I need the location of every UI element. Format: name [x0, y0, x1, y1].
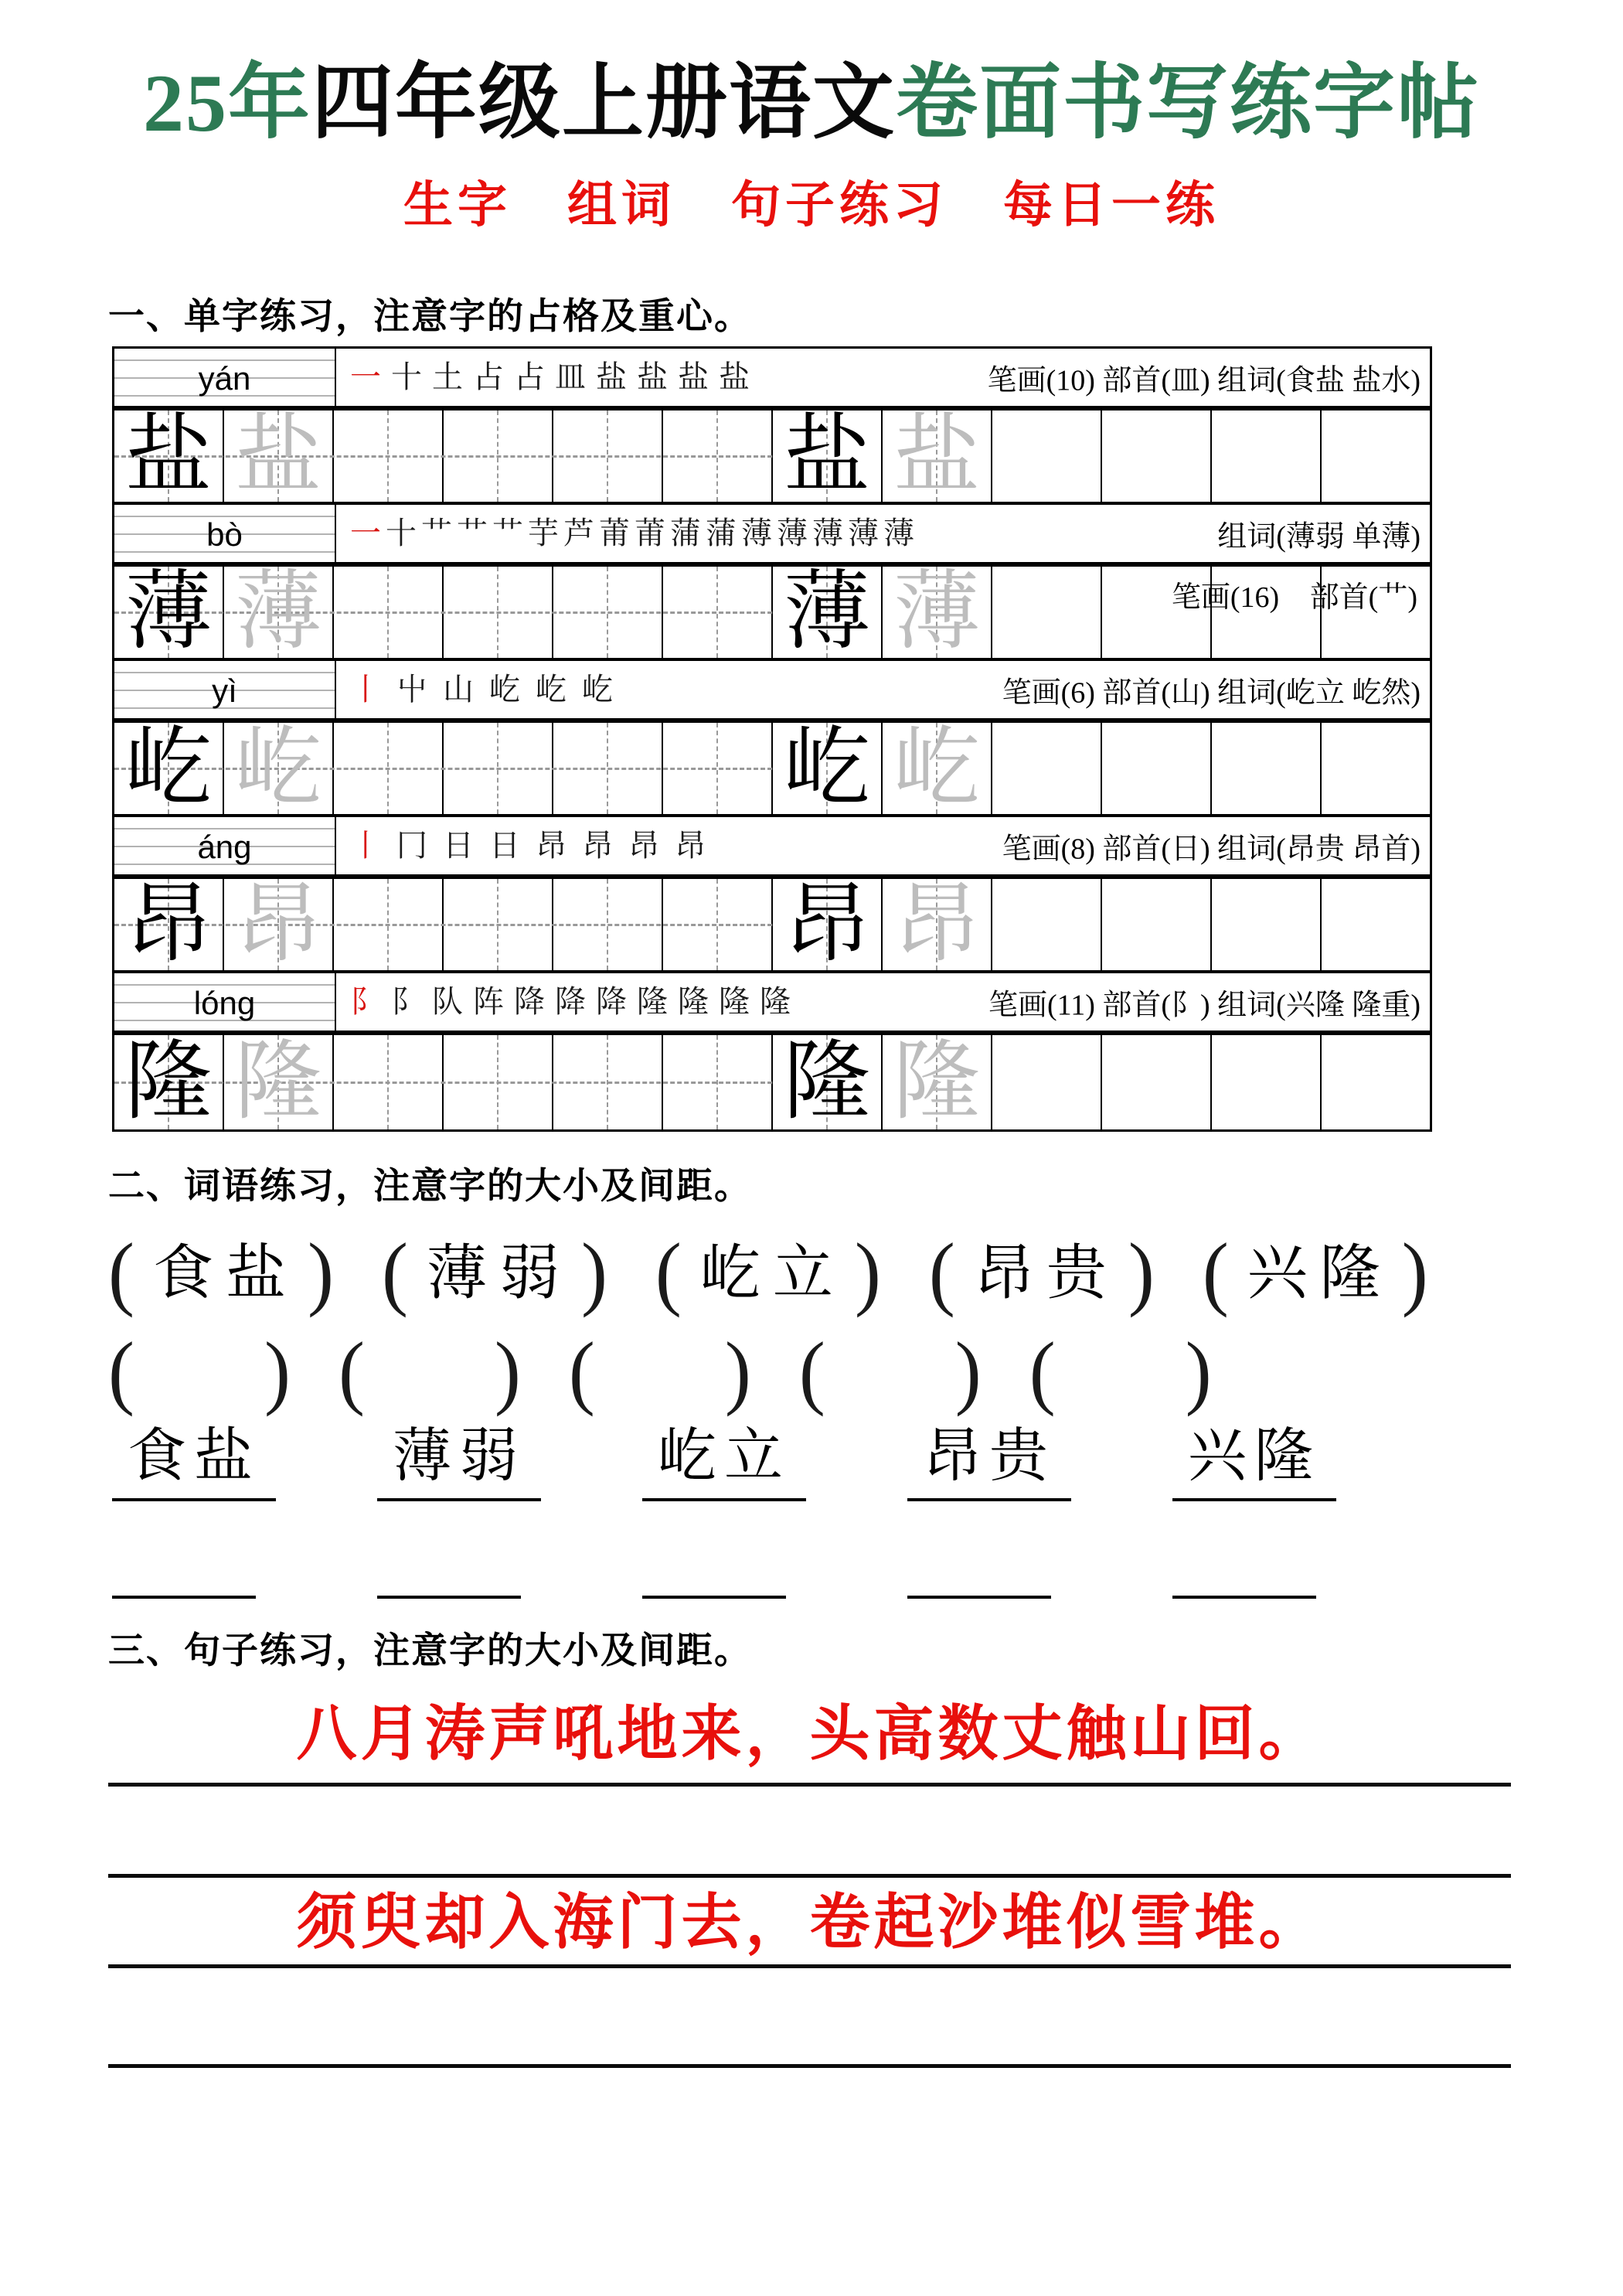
- practice-cell: [224, 1035, 334, 1129]
- stroke-step: 盐: [719, 359, 750, 394]
- practice-cell: [883, 1035, 992, 1129]
- close-paren: ): [724, 1326, 751, 1418]
- trace-char: 屹: [235, 720, 322, 816]
- stroke-step: 丨: [350, 672, 381, 707]
- empty-paren-group: [798, 1326, 982, 1418]
- model-char: 盐: [125, 408, 212, 504]
- stroke-step: 隆: [719, 984, 750, 1019]
- stroke-step: 盐: [637, 359, 668, 394]
- practice-cell: [773, 877, 883, 973]
- model-char: 屹: [125, 720, 212, 816]
- stroke-step: 皿: [555, 359, 586, 394]
- practice-line-empty-1: [108, 1874, 1511, 1878]
- stroke-step: 昂: [582, 828, 613, 863]
- stroke-step: 薄: [883, 516, 914, 550]
- stroke-step: 屮: [396, 672, 427, 707]
- stroke-step: 屹: [582, 672, 613, 707]
- empty-paren-group: [1029, 1326, 1212, 1418]
- practice-cell: [224, 877, 334, 973]
- practice-row: [114, 564, 1430, 661]
- pinyin-cell: [114, 973, 336, 1030]
- open-paren: (: [928, 1227, 955, 1319]
- word-text: 屹立: [699, 1239, 846, 1306]
- subtitle-token: 句子练习: [731, 178, 948, 233]
- practice-cell: [883, 410, 992, 502]
- trace-char: 盐: [235, 408, 322, 504]
- practice-row: [114, 410, 1430, 505]
- trace-char: 薄: [893, 564, 980, 660]
- model-char: 薄: [125, 564, 212, 660]
- sentence-2: 须臾却入海门去，卷起沙堆似雪堆。: [296, 1889, 1323, 1956]
- char-header-row: [114, 661, 1430, 723]
- word-paren-row-empty: [108, 1326, 1438, 1418]
- stroke-step: 芋: [528, 516, 559, 550]
- section-2-heading: 二、词语练习，注意字的大小及间距。: [108, 1165, 752, 1206]
- empty-underline-item: [377, 1594, 521, 1599]
- practice-cell: [992, 723, 1102, 814]
- open-paren: (: [108, 1227, 134, 1319]
- close-paren: ): [954, 1326, 982, 1418]
- practice-cell: [883, 877, 992, 973]
- practice-cell: [773, 564, 883, 660]
- stroke-step: 昂: [628, 828, 659, 863]
- model-char: 薄: [784, 564, 870, 660]
- model-char: 昂: [125, 877, 212, 973]
- stroke-step: 屹: [489, 672, 520, 707]
- stroke-step: 昂: [536, 828, 567, 863]
- stroke-step: 昂: [675, 828, 706, 863]
- stroke-step: 降: [555, 984, 586, 1019]
- stroke-step: 薄: [777, 516, 808, 550]
- pinyin-text: yì: [212, 673, 237, 709]
- word-paren-group: [108, 1227, 334, 1319]
- stroke-step: 日: [489, 828, 520, 863]
- char-practice-table: [112, 346, 1432, 1132]
- char-header-row: [114, 973, 1430, 1035]
- stroke-step: 隆: [637, 984, 668, 1019]
- practice-row: [114, 879, 1430, 973]
- center-guide-horizontal: [114, 1082, 772, 1084]
- center-guide-horizontal: [114, 611, 772, 614]
- open-paren: (: [1029, 1326, 1056, 1418]
- practice-cell: [1102, 410, 1212, 502]
- stroke-step: 降: [514, 984, 545, 1019]
- stroke-step: 丨: [350, 828, 381, 863]
- practice-cell: [1102, 723, 1212, 814]
- char-header-row: [114, 817, 1430, 879]
- subtitle-token: 生字: [403, 178, 512, 233]
- pinyin-cell: [114, 505, 336, 562]
- pinyin-text: bò: [206, 516, 243, 553]
- sentence-2-underline: [108, 1964, 1511, 1968]
- practice-cell: [1102, 879, 1212, 970]
- practice-cell: [114, 1035, 224, 1129]
- open-paren: (: [1202, 1227, 1229, 1319]
- open-paren: (: [568, 1326, 595, 1418]
- empty-paren-group: [338, 1326, 521, 1418]
- model-char: 昂: [784, 877, 870, 973]
- practice-cell: [114, 720, 224, 816]
- practice-cell: [1212, 723, 1322, 814]
- empty-underline-item: [1172, 1594, 1316, 1599]
- stroke-step: 一: [350, 359, 381, 394]
- model-char: 隆: [784, 1034, 870, 1130]
- stroke-step: 土: [432, 359, 463, 394]
- stroke-step: 冂: [396, 828, 427, 863]
- stroke-step: 屹: [536, 672, 567, 707]
- open-paren: (: [655, 1227, 682, 1319]
- char-header-row: [114, 349, 1430, 410]
- practice-cell: [1322, 879, 1430, 970]
- open-paren: (: [108, 1326, 134, 1418]
- sentence-1: 八月涛声吼地来，头高数丈触山回。: [296, 1700, 1323, 1767]
- model-char: 盐: [784, 408, 870, 504]
- stroke-step: 占: [514, 359, 545, 394]
- close-paren: ): [307, 1227, 334, 1319]
- practice-cell: [773, 410, 883, 502]
- word-underline-item: 食盐: [112, 1427, 276, 1501]
- trace-char: 昂: [235, 877, 322, 973]
- stroke-step: 薄: [812, 516, 843, 550]
- stroke-step: 隆: [678, 984, 709, 1019]
- stroke-step: 一: [350, 516, 381, 550]
- stroke-step: 莆: [599, 516, 630, 550]
- practice-cell: [114, 564, 224, 660]
- page-title: [0, 37, 1623, 155]
- word-paren-group: [381, 1227, 607, 1319]
- stroke-step: 薄: [741, 516, 772, 550]
- practice-cell: [992, 879, 1102, 970]
- stroke-step: 芦: [563, 516, 594, 550]
- empty-underline-item: [112, 1594, 256, 1599]
- word-underline-item: 屹立: [642, 1427, 806, 1501]
- stroke-step: 隆: [760, 984, 791, 1019]
- stroke-step: 占: [473, 359, 504, 394]
- word-paren-group: [1202, 1227, 1428, 1319]
- trace-char: 屹: [893, 720, 980, 816]
- pinyin-text: lóng: [193, 985, 256, 1021]
- close-paren: ): [580, 1227, 607, 1319]
- char-info-text: 笔画(10) 部首(皿) 组词(食盐 盐水): [987, 364, 1421, 397]
- practice-row: [114, 720, 1430, 817]
- practice-cell: [883, 720, 992, 816]
- practice-cell: [883, 564, 992, 660]
- section-1-heading: 一、单字练习，注意字的占格及重心。: [108, 295, 752, 336]
- practice-cell: [992, 1035, 1102, 1129]
- close-paren: ): [1185, 1326, 1212, 1418]
- char-info-text: 笔画(11) 部首(阝) 组词(兴隆 隆重): [988, 989, 1421, 1022]
- title-year: 25年: [143, 58, 311, 148]
- trace-char: 盐: [893, 408, 980, 504]
- practice-cell: [992, 567, 1102, 658]
- sentence-1-underline: [108, 1783, 1511, 1787]
- stroke-step: 阝: [350, 984, 381, 1019]
- empty-paren-group: [108, 1326, 291, 1418]
- practice-cell: [992, 410, 1102, 502]
- char-header-row: [114, 505, 1430, 567]
- practice-cell: [1212, 1035, 1322, 1129]
- open-paren: (: [338, 1326, 365, 1418]
- stroke-step: 降: [596, 984, 627, 1019]
- stroke-step: 盐: [596, 359, 627, 394]
- trace-char: 昂: [893, 877, 980, 973]
- char-info-text: 组词(薄弱 单薄): [1217, 520, 1421, 554]
- stroke-step: 十: [386, 516, 417, 550]
- practice-line-empty-2: [108, 2064, 1511, 2068]
- word-text: 薄弱: [426, 1239, 572, 1306]
- close-paren: ): [1128, 1227, 1155, 1319]
- practice-cell: [114, 877, 224, 973]
- char-info-text: 笔画(6) 部首(山) 组词(屹立 屹然): [1002, 676, 1421, 710]
- subtitle-token: 组词: [567, 178, 675, 233]
- stroke-step: 艹: [421, 516, 452, 550]
- practice-cell: [1212, 410, 1322, 502]
- trace-char: 隆: [235, 1034, 322, 1130]
- word-paren-row-filled: [108, 1227, 1438, 1319]
- word-underline-item: 兴隆: [1172, 1427, 1336, 1501]
- word-underline-item: 薄弱: [377, 1427, 541, 1501]
- practice-cell: [1322, 723, 1430, 814]
- practice-cell: [1322, 410, 1430, 502]
- empty-paren-group: [568, 1326, 751, 1418]
- practice-cell: [1322, 1035, 1430, 1129]
- word-paren-group: [655, 1227, 881, 1319]
- empty-underline-item: [907, 1594, 1051, 1599]
- stroke-step: 阝: [391, 984, 422, 1019]
- model-char: 隆: [125, 1034, 212, 1130]
- pinyin-cell: [114, 817, 336, 874]
- stroke-step: 莆: [635, 516, 665, 550]
- title-suffix: 卷面书写练字帖: [896, 58, 1480, 148]
- subtitle: [0, 165, 1623, 237]
- practice-cell: [1212, 879, 1322, 970]
- practice-cell: [224, 720, 334, 816]
- close-paren: ): [494, 1326, 521, 1418]
- center-guide-horizontal: [114, 924, 772, 926]
- subtitle-token: 每日一练: [1003, 178, 1220, 233]
- word-text: 食盐: [152, 1239, 298, 1306]
- practice-cell: [224, 564, 334, 660]
- stroke-step: 十: [391, 359, 422, 394]
- word-text: 昂贵: [973, 1239, 1119, 1306]
- char-info-text: 笔画(8) 部首(日) 组词(昂贵 昂首): [1002, 833, 1421, 866]
- practice-info-overlay: 笔画(16) 部首(艹): [1171, 581, 1417, 614]
- practice-row: [114, 1035, 1430, 1129]
- word-paren-group: [928, 1227, 1155, 1319]
- trace-char: 隆: [893, 1034, 980, 1130]
- word-underline-item: 昂贵: [907, 1427, 1071, 1501]
- center-guide-horizontal: [114, 455, 772, 458]
- trace-char: 薄: [235, 564, 322, 660]
- stroke-step: 盐: [678, 359, 709, 394]
- word-underline-row-filled: [112, 1424, 1336, 1501]
- center-guide-horizontal: [114, 768, 772, 770]
- stroke-step: 日: [443, 828, 474, 863]
- stroke-step: 山: [443, 672, 474, 707]
- practice-cell: [1102, 1035, 1212, 1129]
- practice-cell: [773, 1035, 883, 1129]
- word-text: 兴隆: [1247, 1239, 1393, 1306]
- model-char: 屹: [784, 720, 870, 816]
- open-paren: (: [798, 1326, 825, 1418]
- close-paren: ): [1401, 1227, 1428, 1319]
- stroke-step: 蒲: [706, 516, 737, 550]
- practice-cell: [114, 410, 224, 502]
- stroke-step: 薄: [848, 516, 879, 550]
- stroke-step: 艹: [457, 516, 488, 550]
- empty-underline-item: [642, 1594, 786, 1599]
- stroke-step: 艹: [492, 516, 523, 550]
- pinyin-cell: [114, 349, 336, 406]
- close-paren: ): [264, 1326, 291, 1418]
- pinyin-text: áng: [197, 829, 252, 865]
- pinyin-cell: [114, 661, 336, 718]
- open-paren: (: [381, 1227, 408, 1319]
- stroke-step: 阵: [473, 984, 504, 1019]
- stroke-step: 队: [432, 984, 463, 1019]
- practice-cell: [224, 410, 334, 502]
- practice-cell: [773, 720, 883, 816]
- word-underline-row-empty: [112, 1594, 1316, 1599]
- title-grade: 四年级上册语文: [311, 58, 896, 148]
- section-3-heading: 三、句子练习，注意字的大小及间距。: [108, 1630, 752, 1671]
- stroke-step: 蒲: [670, 516, 701, 550]
- pinyin-text: yán: [198, 360, 251, 397]
- close-paren: ): [854, 1227, 881, 1319]
